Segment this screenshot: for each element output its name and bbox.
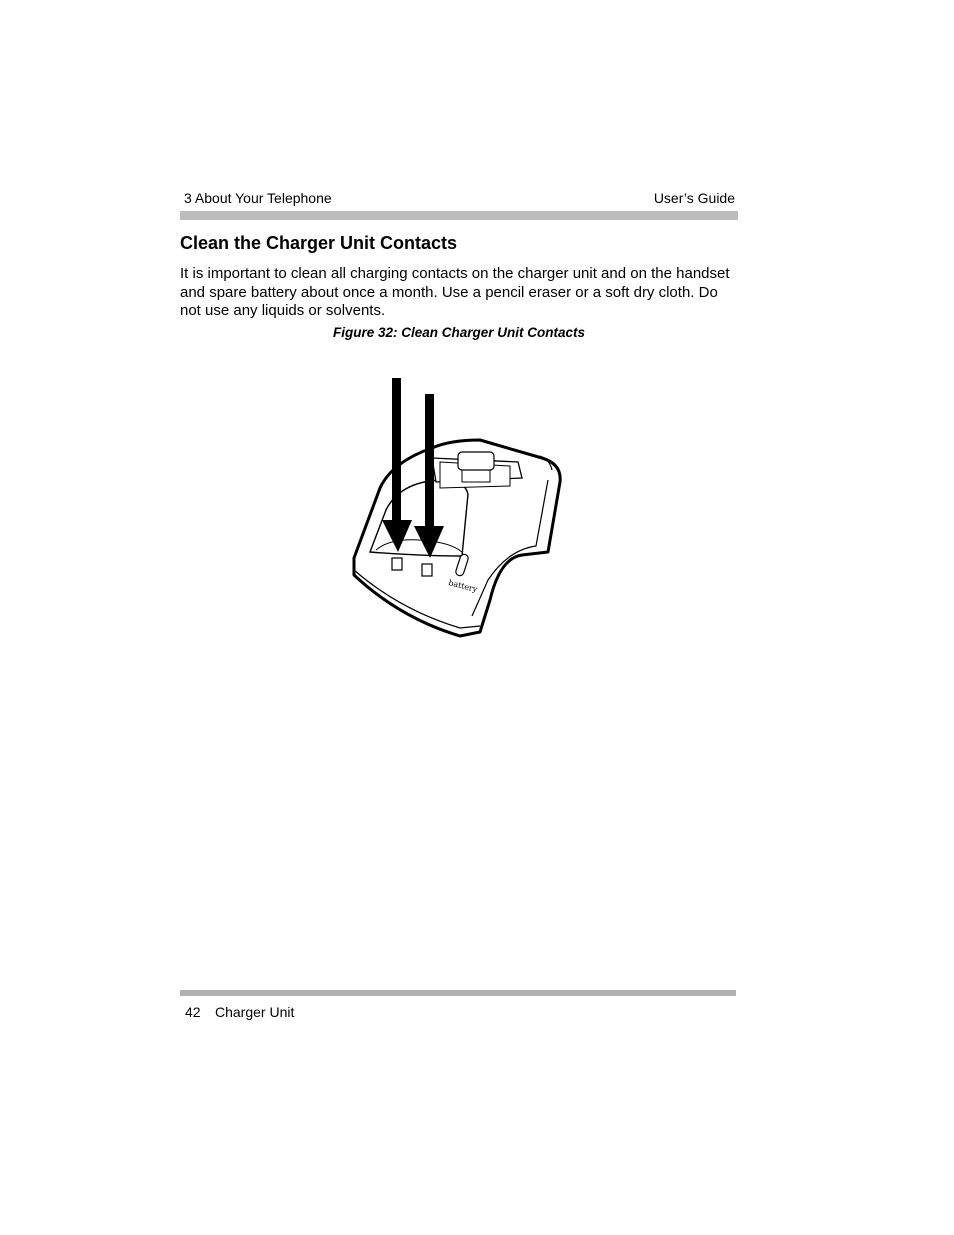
figure-caption: Figure 32: Clean Charger Unit Contacts (332, 325, 586, 340)
charging-contact-left (392, 558, 402, 570)
footer-section-name: Charger Unit (215, 1004, 295, 1020)
section-title: Clean the Charger Unit Contacts (180, 233, 458, 253)
charging-contact-right (422, 564, 432, 576)
battery-label: battery (447, 578, 479, 595)
header-rule (180, 211, 738, 220)
running-header-chapter: 3 About Your Telephone (184, 190, 332, 206)
footer-rule (180, 990, 736, 996)
spare-battery (458, 452, 494, 470)
charger-unit-illustration (340, 370, 570, 645)
body-paragraph: It is important to clean all charging contacts on the charger unit and on the handset and spare battery about once a month. Use a pencil eraser or a soft dry cloth. Do not use any liquids or solvents. (180, 265, 730, 319)
running-header-guide: User’s Guide (653, 190, 735, 206)
page-number: 42 (185, 1004, 201, 1020)
